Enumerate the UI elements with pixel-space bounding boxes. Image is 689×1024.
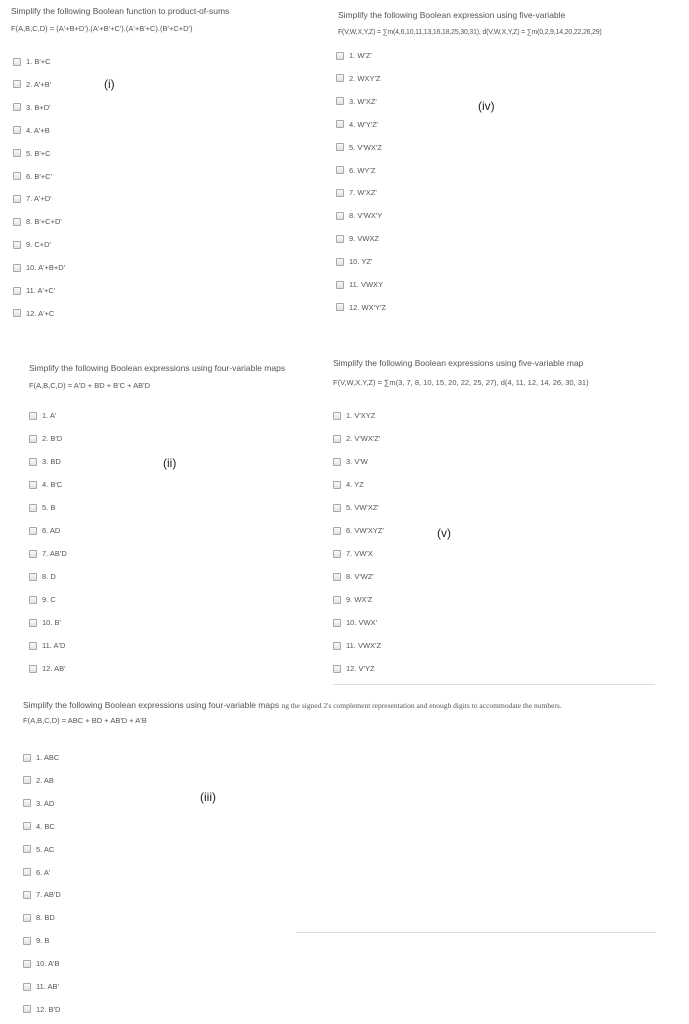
option-checkbox[interactable] [333,550,341,558]
option-item[interactable] [13,263,65,272]
option-label: 1. W'Z' [349,51,372,60]
option-checkbox[interactable] [23,914,31,922]
option-checkbox[interactable] [23,799,31,807]
option-label: 4. A'+B [26,125,50,135]
question-3-title: Simplify the following Boolean expressions using four-variable maps [29,363,286,373]
option-item[interactable] [336,97,377,106]
option-label: 3. B+D' [26,102,51,112]
option-item[interactable] [13,240,51,249]
question-2-title: Simplify the following Boolean expression using five-variable [338,10,566,20]
option-checkbox[interactable] [333,504,341,512]
option-label: 6. VW'XYZ' [346,526,384,535]
option-checkbox[interactable] [29,504,37,512]
option-checkbox[interactable] [13,172,21,180]
option-label: 12. AB' [42,664,66,673]
option-checkbox[interactable] [23,983,31,991]
option-checkbox[interactable] [29,619,37,627]
option-checkbox[interactable] [13,241,21,249]
option-item[interactable] [336,257,372,266]
option-label: 8. B'+C+D' [26,217,62,227]
option-item[interactable] [336,303,386,312]
option-item[interactable] [29,664,66,673]
option-checkbox[interactable] [13,103,21,111]
option-checkbox[interactable] [333,412,341,420]
option-item[interactable] [23,982,59,991]
option-checkbox[interactable] [333,527,341,535]
option-label: 6. WY'Z [349,165,376,175]
option-label: 11. A'+C' [26,286,56,295]
option-label: 6. AD [42,526,61,535]
option-label: 10. A'+B+D' [26,263,66,273]
option-item[interactable] [333,457,368,466]
question-3-function: F(A,B,C,D) = A'D + BD + B'C + AB'D [29,381,150,390]
option-item[interactable] [29,480,62,489]
option-label: 2. B'D [42,434,63,443]
option-label: 1. V'XYZ [346,411,376,420]
option-label: 8. D [42,572,56,581]
question-1-title: Simplify the following Boolean function to product-of-sums [11,6,230,16]
option-item[interactable] [13,57,51,66]
option-checkbox[interactable] [13,58,21,66]
option-item[interactable] [336,74,380,83]
option-checkbox[interactable] [29,573,37,581]
option-label: 9. C+D' [26,240,51,250]
question-2 [338,10,602,36]
option-item[interactable] [336,166,375,175]
option-item[interactable] [23,868,50,877]
option-item[interactable] [333,526,384,535]
option-item[interactable] [29,457,61,466]
option-label: 8. BD [36,913,55,923]
option-item[interactable] [13,126,50,135]
option-item[interactable] [336,234,379,243]
option-label: 12. A'+C [26,308,55,318]
option-label: 9. C [42,595,56,604]
option-item[interactable] [336,143,382,152]
option-checkbox[interactable] [13,149,21,157]
question-5-roman: (iii) [200,790,216,804]
question-4 [333,358,589,387]
option-item[interactable] [29,434,62,443]
option-item[interactable] [333,549,373,558]
option-label: 11. A'D [42,641,66,650]
option-item[interactable] [333,664,375,673]
option-label: 1. B'+C [26,57,51,66]
option-checkbox[interactable] [23,1005,31,1013]
option-checkbox[interactable] [23,960,31,968]
option-label: 2. WXY'Z [349,73,381,83]
option-item[interactable] [29,572,56,581]
option-item[interactable] [333,480,364,489]
option-item[interactable] [13,172,52,181]
question-5-title-line [23,700,562,710]
question-5 [23,700,562,725]
option-label: 9. VWXZ [349,234,380,244]
option-item[interactable] [333,595,372,604]
option-checkbox[interactable] [13,218,21,226]
option-item[interactable] [336,211,382,220]
question-4-title: Simplify the following Boolean expressions using five-variable map [333,358,584,368]
option-item[interactable] [29,526,60,535]
option-checkbox[interactable] [23,891,31,899]
option-label: 7. A'+D' [26,194,52,204]
divider-bottom [296,932,656,933]
option-checkbox[interactable] [23,776,31,784]
option-checkbox[interactable] [29,550,37,558]
question-4-roman: (v) [437,526,451,540]
option-label: 12. V'YZ [346,664,375,673]
option-checkbox[interactable] [13,126,21,134]
option-label: 8. V'WZ' [346,572,374,581]
option-label: 7. AB'D [36,890,61,900]
option-item[interactable] [333,572,374,581]
option-checkbox[interactable] [336,166,344,174]
option-label: 6. A' [36,867,51,877]
option-checkbox[interactable] [336,120,344,128]
option-checkbox[interactable] [333,619,341,627]
option-label: 3. V'W [346,457,368,466]
option-checkbox[interactable] [23,822,31,830]
option-item[interactable] [29,411,56,420]
option-item[interactable] [23,845,54,854]
option-checkbox[interactable] [336,143,344,151]
option-label: 11. VWXY [349,280,384,289]
option-checkbox[interactable] [23,937,31,945]
option-item[interactable] [23,936,49,945]
option-item[interactable] [13,103,51,112]
question-5-title: Simplify the following Boolean expressions using four-variable maps [23,700,280,710]
question-2-roman: (iv) [478,99,495,113]
option-checkbox[interactable] [13,195,21,203]
option-item[interactable] [23,776,54,785]
option-checkbox[interactable] [13,80,21,88]
option-label: 4. B'C [42,480,63,489]
option-checkbox[interactable] [29,412,37,420]
option-checkbox[interactable] [336,52,344,60]
option-checkbox[interactable] [23,754,31,762]
option-label: 10. A'B [36,959,60,969]
option-label: 10. VWX' [346,618,378,627]
option-checkbox[interactable] [29,665,37,673]
option-checkbox[interactable] [336,97,344,105]
option-label: 5. B [42,503,56,512]
option-checkbox[interactable] [333,481,341,489]
option-label: 1. ABC [36,753,60,762]
option-label: 4. BC [36,821,55,831]
option-checkbox[interactable] [29,435,37,443]
option-checkbox[interactable] [13,309,21,317]
option-item[interactable] [336,120,378,129]
option-item[interactable] [13,194,52,203]
option-checkbox[interactable] [333,458,341,466]
option-item[interactable] [13,217,62,226]
option-label: 10. B' [42,618,61,627]
option-label: 7. W'XZ' [349,188,377,198]
option-label: 12. WX'Y'Z [349,302,387,312]
option-label: 9. B [36,936,50,946]
option-label: 9. WX'Z [346,595,373,604]
option-checkbox[interactable] [333,435,341,443]
option-item[interactable] [333,618,377,627]
option-label: 3. BD [42,457,61,466]
option-item[interactable] [29,618,61,627]
option-label: 7. AB'D [42,549,67,558]
option-label: 8. V'WX'Y [349,211,383,221]
option-item[interactable] [336,280,383,289]
option-label: 5. B'+C [26,148,51,158]
option-label: 10. YZ' [349,257,373,267]
option-checkbox[interactable] [333,665,341,673]
option-item[interactable] [336,188,377,197]
question-3 [29,363,285,390]
question-1 [11,6,229,33]
option-checkbox[interactable] [23,868,31,876]
option-checkbox[interactable] [13,264,21,272]
option-label: 5. VW'XZ' [346,503,379,512]
option-label: 12. B'D [36,1004,61,1014]
option-checkbox[interactable] [29,481,37,489]
option-checkbox[interactable] [336,303,344,311]
option-checkbox[interactable] [336,189,344,197]
option-checkbox[interactable] [23,845,31,853]
option-checkbox[interactable] [333,573,341,581]
option-item[interactable] [29,503,55,512]
option-item[interactable] [29,641,65,650]
option-item[interactable] [13,286,55,295]
option-label: 6. B'+C' [26,171,53,181]
option-checkbox[interactable] [336,281,344,289]
divider-top [333,684,655,685]
option-item[interactable] [23,822,55,831]
option-checkbox[interactable] [336,212,344,220]
option-checkbox[interactable] [29,527,37,535]
option-checkbox[interactable] [13,287,21,295]
option-item[interactable] [333,641,381,650]
question-4-function: F(V,W,X,Y,Z) = ∑m(3, 7, 8, 10, 15, 20, 22, 25, 27), d(4, 11, 12, 14, 26, 30, 31) [333,378,589,387]
option-label: 4. YZ [346,480,364,489]
option-label: 4. W'Y'Z' [349,119,379,129]
option-label: 3. AD [36,798,55,808]
option-item[interactable] [333,411,375,420]
question-5-function: F(A,B,C,D) = ABC + BD + AB'D + A'B [23,716,147,725]
option-item[interactable] [23,753,59,762]
question-1-function: F(A,B,C,D) = (A'+B+D').(A'+B'+C').(A'+B'+C).(B'+C+D') [11,24,193,33]
option-label: 5. V'WX'Z [349,142,382,152]
option-item[interactable] [333,434,380,443]
option-item[interactable] [333,503,379,512]
option-item[interactable] [23,890,61,899]
option-item[interactable] [23,913,55,922]
option-item[interactable] [29,595,56,604]
option-item[interactable] [23,799,54,808]
option-checkbox[interactable] [29,458,37,466]
option-label: 7. VW'X [346,549,373,558]
question-1-roman: (i) [104,77,115,91]
option-item[interactable] [13,309,54,318]
option-checkbox[interactable] [336,74,344,82]
option-item[interactable] [13,80,51,89]
option-item[interactable] [29,549,67,558]
option-label: 11. AB' [36,982,59,991]
option-label: 3. W'XZ' [349,96,377,106]
question-5-note: ng the signed 2's complement representation and enough digits to accommodate the numbers. [281,701,562,710]
option-item[interactable] [13,149,51,158]
option-label: 11. VWX'Z [346,641,382,650]
option-checkbox[interactable] [333,642,341,650]
option-label: 2. V'WX'Z' [346,434,381,443]
option-checkbox[interactable] [333,596,341,604]
option-checkbox[interactable] [29,642,37,650]
option-label: 2. AB [36,775,54,785]
option-checkbox[interactable] [29,596,37,604]
option-item[interactable] [23,959,60,968]
option-label: 2. A'+B' [26,79,52,89]
option-label: 5. AC [36,844,55,854]
option-item[interactable] [336,51,372,60]
option-checkbox[interactable] [336,258,344,266]
option-item[interactable] [23,1005,60,1014]
option-label: 1. A' [42,411,57,420]
question-2-function: F(V,W,X,Y,Z) = ∑m(4,6,10,11,13,16,18,25,30,31), d(V,W,X,Y,Z) = ∑m(0,2,9,14,20,22,26,29) [338,29,602,36]
question-3-roman: (ii) [163,456,177,470]
option-checkbox[interactable] [336,235,344,243]
